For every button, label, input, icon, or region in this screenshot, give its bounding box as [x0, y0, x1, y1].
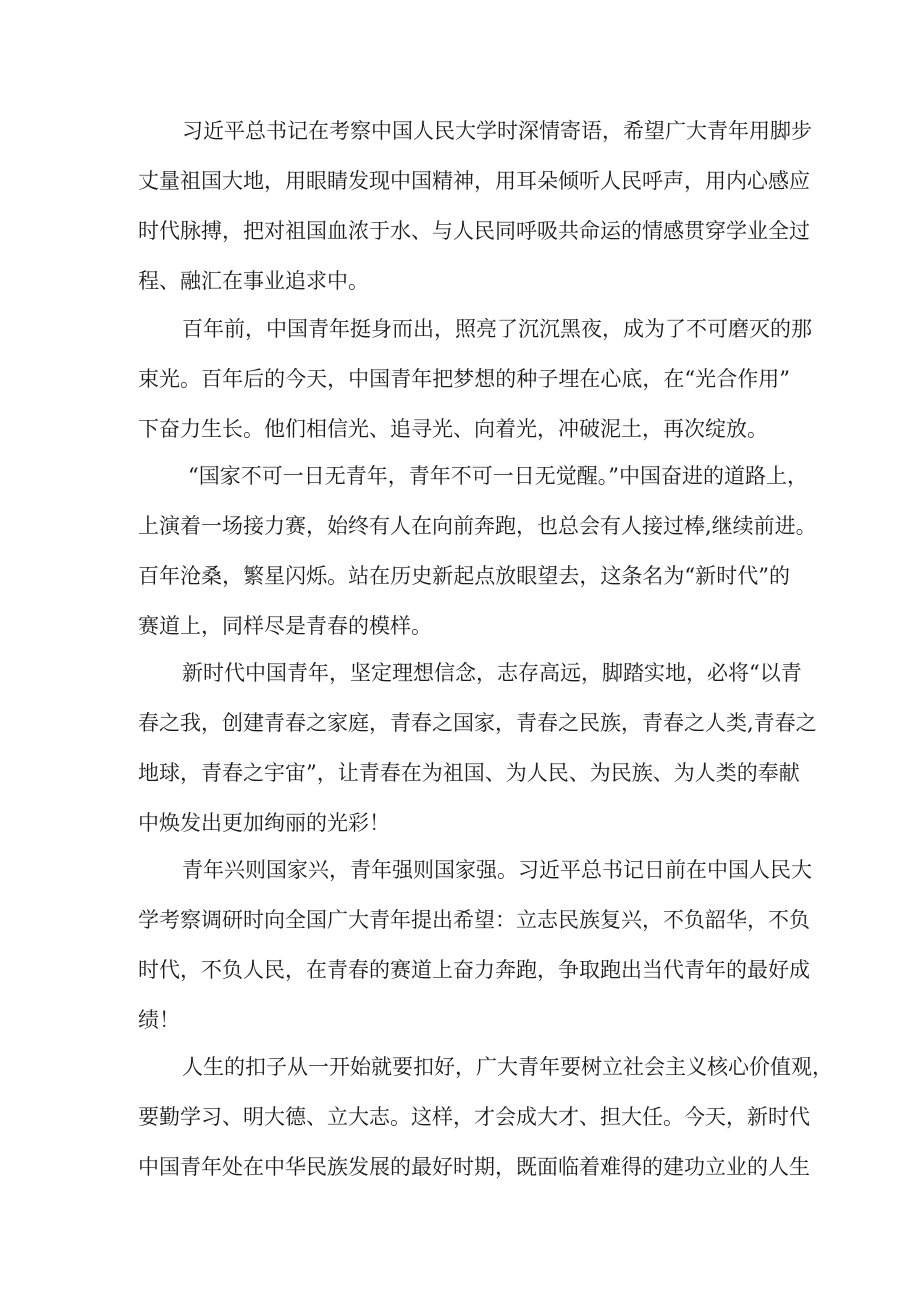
text-line: 地球，青春之宇宙”，让青春在为祖国、为人民、为民族、为人类的奉献	[138, 761, 800, 785]
paragraph-4	[138, 648, 817, 848]
text-line: 习近平总书记在考察中国人民大学时深情寄语，希望广大青年用脚步	[182, 119, 812, 143]
text-line: 程、融汇在事业追求中。	[138, 269, 369, 293]
text-line: 学考察调研时向全国广大青年提出希望：立志民族复兴，不负韶华，不负	[138, 908, 810, 932]
text-line: 新时代中国青年，坚定理想信念，志存高远，脚踏实地，必将“以青	[182, 661, 802, 685]
text-line: 人生的扣子从一开始就要扣好，广大青年要树立社会主义核心价值观，	[182, 1055, 833, 1079]
text-line: 绩！	[138, 1008, 180, 1032]
text-line: “国家不可一日无青年，青年不可一日无觉醒。”中国奋进的道路上，	[188, 464, 808, 488]
text-line: 要勤学习、明大德、立大志。这样，才会成大才、担大任。今天，新时代	[138, 1105, 810, 1129]
text-line: 百年前，中国青年挺身而出，照亮了沉沉黑夜，成为了不可磨灭的那	[182, 317, 812, 341]
text-line: 百年沧桑，繁星闪烁。站在历史新起点放眼望去，这条名为“新时代”的	[138, 564, 790, 588]
text-line: 时代，不负人民，在青春的赛道上奋力奔跑，争取跑出当代青年的最好成	[138, 958, 810, 982]
text-line: 中焕发出更加绚丽的光彩！	[138, 811, 390, 835]
text-line: 时代脉搏，把对祖国血浓于水、与人民同呼吸共命运的情感贯穿学业全过	[138, 219, 810, 243]
text-line: 中国青年处在中华民族发展的最好时期，既面临着难得的建功立业的人生	[138, 1155, 810, 1179]
text-line: 束光。百年后的今天，中国青年把梦想的种子埋在心底，在“光合作用”	[138, 367, 790, 391]
paragraph-3	[138, 451, 817, 651]
text-line: 上演着一场接力赛，始终有人在向前奔跑，也总会有人接过棒,继续前进。	[138, 514, 817, 538]
text-line: 赛道上，同样尽是青春的模样。	[138, 614, 432, 638]
paragraph-2	[138, 304, 812, 454]
text-line: 春之我，创建青春之家庭，青春之国家，青春之民族，青春之人类,青春之	[138, 711, 817, 735]
text-line: 下奋力生长。他们相信光、追寻光、向着光，冲破泥土，再次绽放。	[138, 417, 768, 441]
text-line: 丈量祖国大地，用眼睛发现中国精神，用耳朵倾听人民呼声，用内心感应	[138, 169, 810, 193]
paragraph-1	[138, 106, 812, 306]
text-line: 青年兴则国家兴，青年强则国家强。习近平总书记日前在中国人民大	[182, 858, 812, 882]
paragraph-6	[138, 1042, 833, 1192]
paragraph-5	[138, 845, 812, 1045]
